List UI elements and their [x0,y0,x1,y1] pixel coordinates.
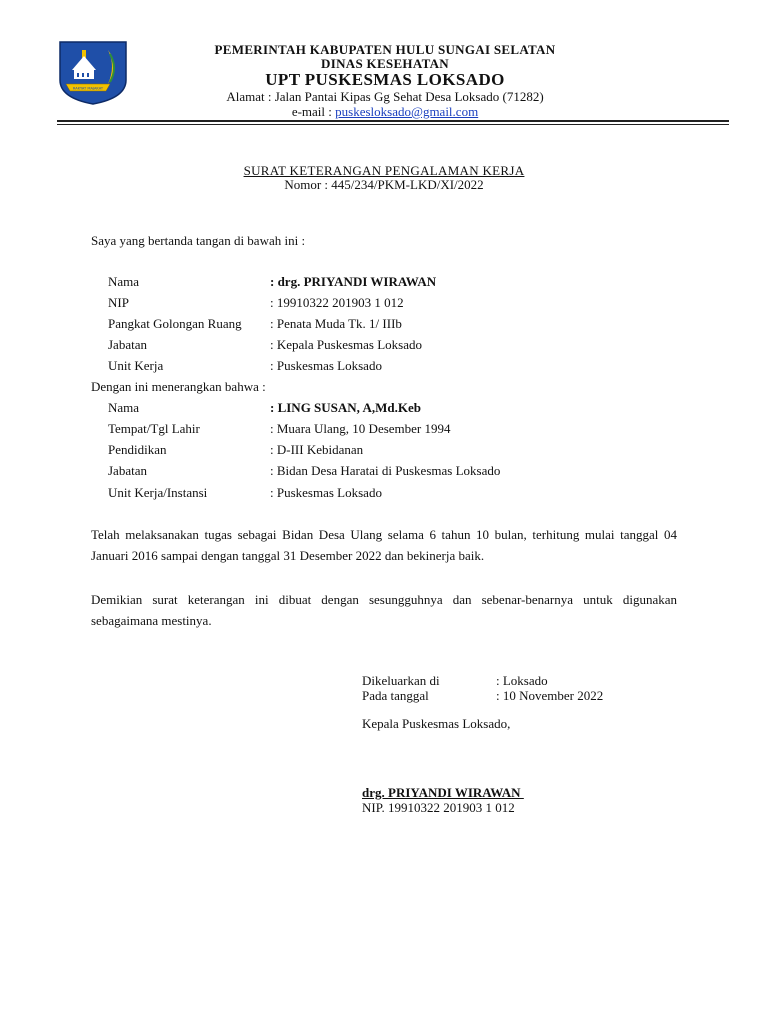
letterhead-government: PEMERINTAH KABUPATEN HULU SUNGAI SELATAN [214,42,556,57]
subject-birth-label: Tempat/Tgl Lahir [108,421,200,436]
letterhead-email-line [130,104,640,120]
signer-position-value: : Kepala Puskesmas Loksado [270,337,423,352]
signer-nip-label: NIP [108,295,129,310]
signer-rank-label: Pangkat Golongan Ruang [108,316,242,331]
subject-name-value: : LING SUSAN, A,Md.Keb [270,400,421,415]
letter-title: SURAT KETERANGAN PENGALAMAN KERJA [243,163,525,178]
subject-education-label: Pendidikan [108,442,167,457]
issued-place-label: Dikeluarkan di [362,673,440,688]
logo-motto-text: RAKYAT MAJAKAT [72,86,104,91]
signer-rank-value: : Penata Muda Tk. 1/ IIIb [270,316,402,331]
issued-place-value: : Loksado [496,673,548,688]
signer-unit-label: Unit Kerja [108,358,164,373]
letterhead-department: DINAS KESEHATAN [321,56,449,71]
body-paragraph-service: Telah melaksanakan tugas sebagai Bidan Desa Ulang selama 6 tahun 10 bulan, terhitung mulai tanggal 04 Januari 2016 sampai dengan tanggal 31 Desember 2022 dan bekinerja baik. [91,527,677,563]
body-paragraph-closing: Demikian surat keterangan ini dibuat dengan sesungguhnya dan sebenar-benarnya untuk digunakan sebagaimana mestinya. [91,592,677,628]
letterhead-rule-thin [57,124,729,125]
email-link[interactable]: puskesloksado@gmail.com [335,104,479,119]
intro-text: Saya yang bertanda tangan di bawah ini : [91,233,306,248]
letterhead-address: Alamat : Jalan Pantai Kipas Gg Sehat Desa Loksado (71282) [226,89,544,104]
signer-nip-value: : 19910322 201903 1 012 [270,295,404,310]
subject-education-value: : D-III Kebidanan [270,442,364,457]
email-label: e-mail : [291,104,336,119]
issued-date-label: Pada tanggal [362,688,429,703]
subject-position-label: Jabatan [108,463,147,478]
letter-number: Nomor : 445/234/PKM-LKD/XI/2022 [284,177,484,192]
subject-birth-value: : Muara Ulang, 10 Desember 1994 [270,421,451,436]
signer-unit-value: : Puskesmas Loksado [270,358,382,373]
subject-unit-label: Unit Kerja/Instansi [108,485,208,500]
signer-position-label: Jabatan [108,337,147,352]
issued-date-value: : 10 November 2022 [496,688,604,703]
subject-name-label: Nama [108,400,140,415]
signer-printed-nip: NIP. 19910322 201903 1 012 [362,800,515,815]
regency-emblem-logo [58,40,128,106]
letterhead-institution: UPT PUSKESMAS LOKSADO [265,70,505,89]
signer-printed-name: drg. PRIYANDI WIRAWAN [362,785,524,800]
signer-name-label: Nama [108,274,140,289]
signer-title: Kepala Puskesmas Loksado, [362,716,511,731]
statement-text: Dengan ini menerangkan bahwa : [91,379,266,394]
signer-name-value: : drg. PRIYANDI WIRAWAN [270,274,437,289]
letterhead-rule-thick [57,120,729,122]
subject-unit-value: : Puskesmas Loksado [270,485,382,500]
subject-position-value: : Bidan Desa Haratai di Puskesmas Loksado [270,463,501,478]
